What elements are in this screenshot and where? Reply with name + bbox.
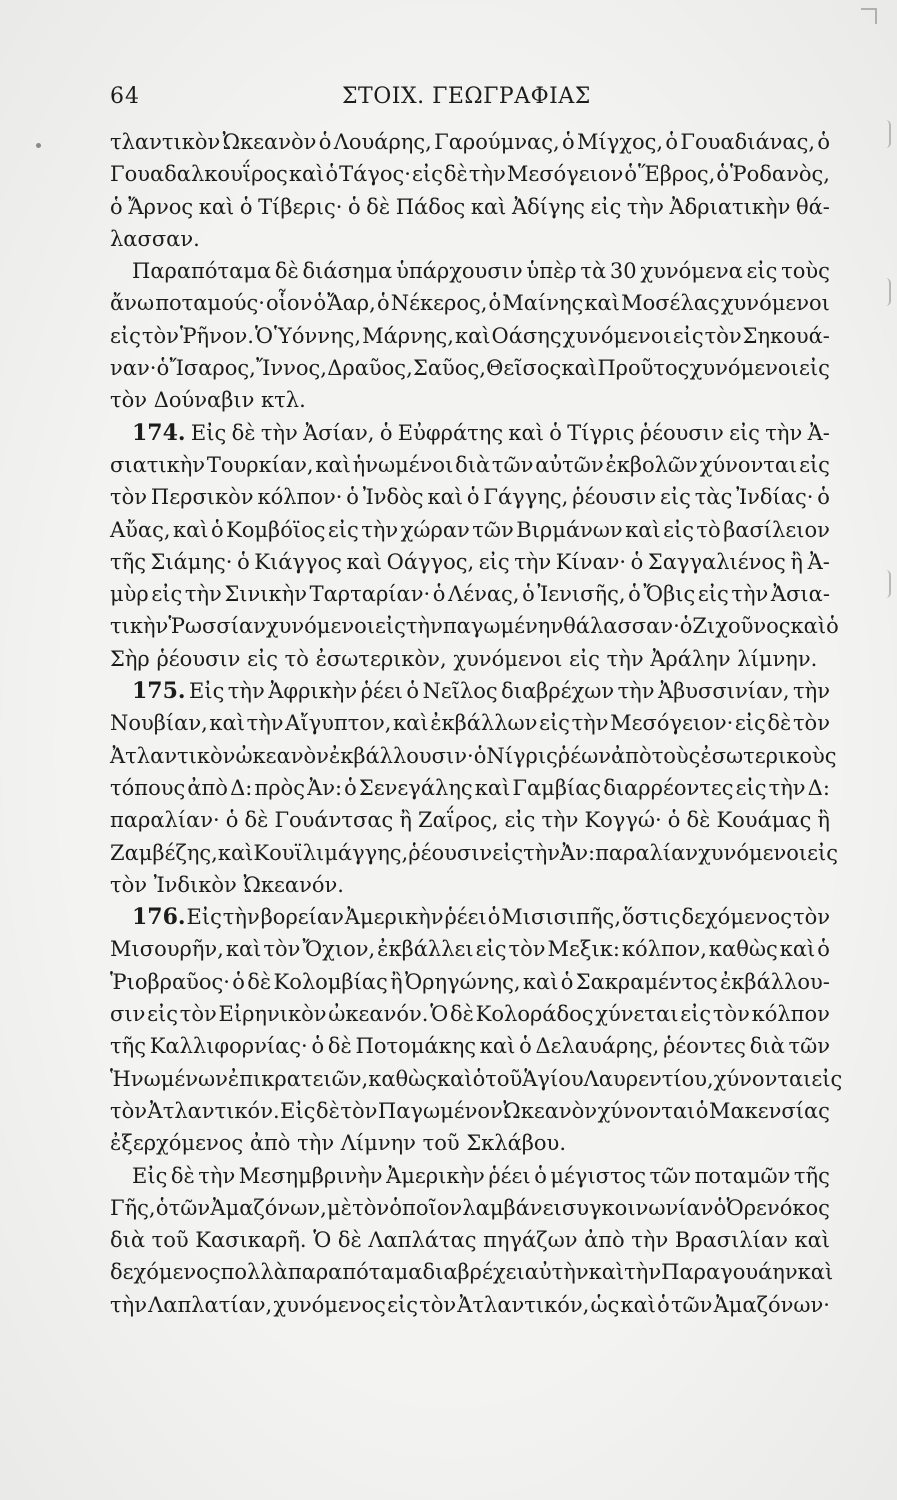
bleed-through-mark [886,120,891,148]
text-line: τικὴν Ῥωσσίαν χυνόμενοι εἰς τὴν παγωμένην θάλασσαν· ὁ Ζιχοῦνος καὶ ὁ [110,614,839,639]
text-line: δεχόμενος πολλὰ παραπόταμα διαβρέχει αὐτὴν καὶ τὴν Παραγουάην καὶ [110,1260,834,1285]
text-line: τῆς Σιάμης· ὁ Κιάγγος καὶ Οάγγος, εἰς τὴν Κίναν· ὁ Σαγγαλιένος ἢ Ἀ- [110,549,830,574]
text-line: 175. Εἰς τὴν Ἀφρικὴν ῥέει ὁ Νεῖλος διαβρέχων τὴν Ἀβυσσινίαν, τὴν [132,678,830,705]
text-line: Γουαδαλκουΐρος καὶ ὁ Τάγος· εἰς δὲ τὴν Μεσόγειον ὁ Ἕβρος, ὁ Ῥοδανὸς, [110,162,830,187]
bleed-through-mark [886,278,891,306]
text-line: μὺρ εἰς τὴν Σινικὴν Ταρταρίαν· ὁ Λένας, ὁ Ἰενισῆς, ὁ Ὄβις εἰς τὴν Ἀσια- [110,582,830,607]
text-line: ναν· ὁ Ἴσαρος, Ἴννος, Δραῦος, Σαῦος, Θεῖσος καὶ Προῦτος χυνόμενοι εἰς [110,356,830,381]
bleed-through-mark [886,570,891,598]
text-line: Ἡνωμένων ἐπικρατειῶν, καθὼς καὶ ὁ τοῦ Ἁγίου Λαυρεντίου, χύνονται εἰς [110,1066,843,1091]
text-line: Μισουρῆν, καὶ τὸν Ὄχιον, ἐκβάλλει εἰς τὸν Μεξικ: κόλπον, καθὼς καὶ ὁ [110,937,830,962]
text-line: Παραπόταμα δὲ διάσημα ὑπάρχουσιν ὑπὲρ τὰ 30 χυνόμενα εἰς τοὺς [132,259,830,284]
text-line: Ἀτλαντικὸν ὠκεανὸν ἐκβάλλουσιν· ὁ Νίγρις ῥέων ἀπὸ τοὺς ἐσωτερικοὺς [110,743,837,768]
text-line: σιν εἰς τὸν Εἰρηνικὸν ὠκεανόν. Ὁ δὲ Κολοράδος χύνεται εἰς τὸν κόλπον [110,1002,830,1027]
text-line: Σὴρ ῥέουσιν εἰς τὸ ἐσωτερικὸν, χυνόμενοι εἰς τὴν Ἀράλην λίμνην. [110,646,818,671]
text-line: ἐξερχόμενος ἀπὸ τὴν Λίμνην τοῦ Σκλάβου. [110,1131,567,1156]
text-line: Γῆς, ὁ τῶν Ἀμαζόνων, μὲ τὸν ὁποῖον λαμβάνει συγκοινωνίαν ὁ Ὀρενόκος [110,1195,830,1220]
text-line: σιατικὴν Τουρκίαν, καὶ ἡνωμένοι διὰ τῶν αὐτῶν ἐκβολῶν χύνονται εἰς [110,452,830,477]
margin-speck [36,143,41,148]
text-line: τὸν Περσικὸν κόλπον· ὁ Ἰνδὸς καὶ ὁ Γάγγης, ῥέουσιν εἰς τὰς Ἰνδίας· ὁ [110,485,830,510]
text-line: Ζαμβέζης, καὶ Κουϊλιμάγγης, ῥέουσιν εἰς τὴν Ἀν: παραλίαν χυνόμενοι εἰς [110,840,839,865]
running-head: ΣΤΟΙΧ. ΓΕΩΓΡΑΦΙΑΣ [342,84,591,109]
page-header [110,84,830,118]
page-number: 64 [110,84,140,109]
text-line: εἰς τὸν Ῥῆνον. Ὁ Ὑόννης, Μάρνης, καὶ Οάσης χυνόμενοι εἰς τὸν Σηκουά- [110,323,830,348]
text-line: τῆς Καλλιφορνίας· ὁ δὲ Ποτομάκης καὶ ὁ Δελαυάρης, ῥέοντες διὰ τῶν [110,1034,830,1059]
text-line: 176. Εἰς τὴν βορείαν Ἀμερικὴν ῥέει ὁ Μισισιπῆς, ὅστις δεχόμενος τὸν [132,904,830,931]
text-line: τόπους ἀπὸ Δ: πρὸς Ἀν: ὁ Σενεγάλης καὶ Γαμβίας διαρρέοντες εἰς τὴν Δ: [110,775,830,800]
text-line: τὸν Ἰνδικὸν Ὠκεανόν. [110,872,344,897]
text-line: διὰ τοῦ Κασικαρῆ. Ὁ δὲ Λαπλάτας πηγάζων ἀπὸ τὴν Βρασιλίαν καὶ [110,1228,830,1253]
text-line: τὸν Ἀτλαντικόν. Εἰς δὲ τὸν Παγωμένον Ὠκεανὸν χύνονται ὁ Μακενσίας [110,1098,830,1123]
text-line: ὁ Ἄρνος καὶ ὁ Τίβερις· ὁ δὲ Πάδος καὶ Ἀδίγης εἰς τὴν Ἀδριατικὴν θά- [110,194,830,219]
page-corner-mark [861,8,877,24]
text-line: Ῥιοβραῦος· ὁ δὲ Κολομβίας ἢ Ὀρηγώνης, καὶ ὁ Σακραμέντος ἐκβάλλου- [110,969,830,994]
text-line: 174. Εἰς δὲ τὴν Ἀσίαν, ὁ Εὐφράτης καὶ ὁ Τίγρις ῥέουσιν εἰς τὴν Ἀ- [132,419,830,446]
text-line: Αὔας, καὶ ὁ Κομβόϊος εἰς τὴν χώραν τῶν Βιρμάνων καὶ εἰς τὸ βασίλειον [110,517,830,542]
text-line: τλαντικὸν Ὠκεανὸν ὁ Λουάρης, Γαρούμνας, ὁ Μίγχος, ὁ Γουαδιάνας, ὁ [110,130,830,154]
text-line: λασσαν. [110,226,200,251]
text-line: Εἰς δὲ τὴν Μεσημβρινὴν Ἀμερικὴν ῥέει ὁ μέγιστος τῶν ποταμῶν τῆς [132,1163,830,1188]
body-text [110,126,843,1321]
text-line: ἄνω ποταμούς· οἷον ὁ Ἄαρ, ὁ Νέκερος, ὁ Μαίνης καὶ Μοσέλας χυνόμενοι [110,291,830,316]
text-line: τὸν Δούναβιν κτλ. [110,388,306,413]
text-line: Νουβίαν, καὶ τὴν Αἴγυπτον, καὶ ἐκβάλλων εἰς τὴν Μεσόγειον· εἰς δὲ τὸν [110,711,830,736]
text-line: παραλίαν· ὁ δὲ Γουάντσας ἢ Ζαΐρος, εἰς τὴν Κογγώ· ὁ δὲ Κουάμας ἢ [110,808,830,833]
text-line: τὴν Λαπλατίαν, χυνόμενος εἰς τὸν Ἀτλαντικόν, ὡς καὶ ὁ τῶν Ἀμαζόνων· [110,1292,830,1317]
